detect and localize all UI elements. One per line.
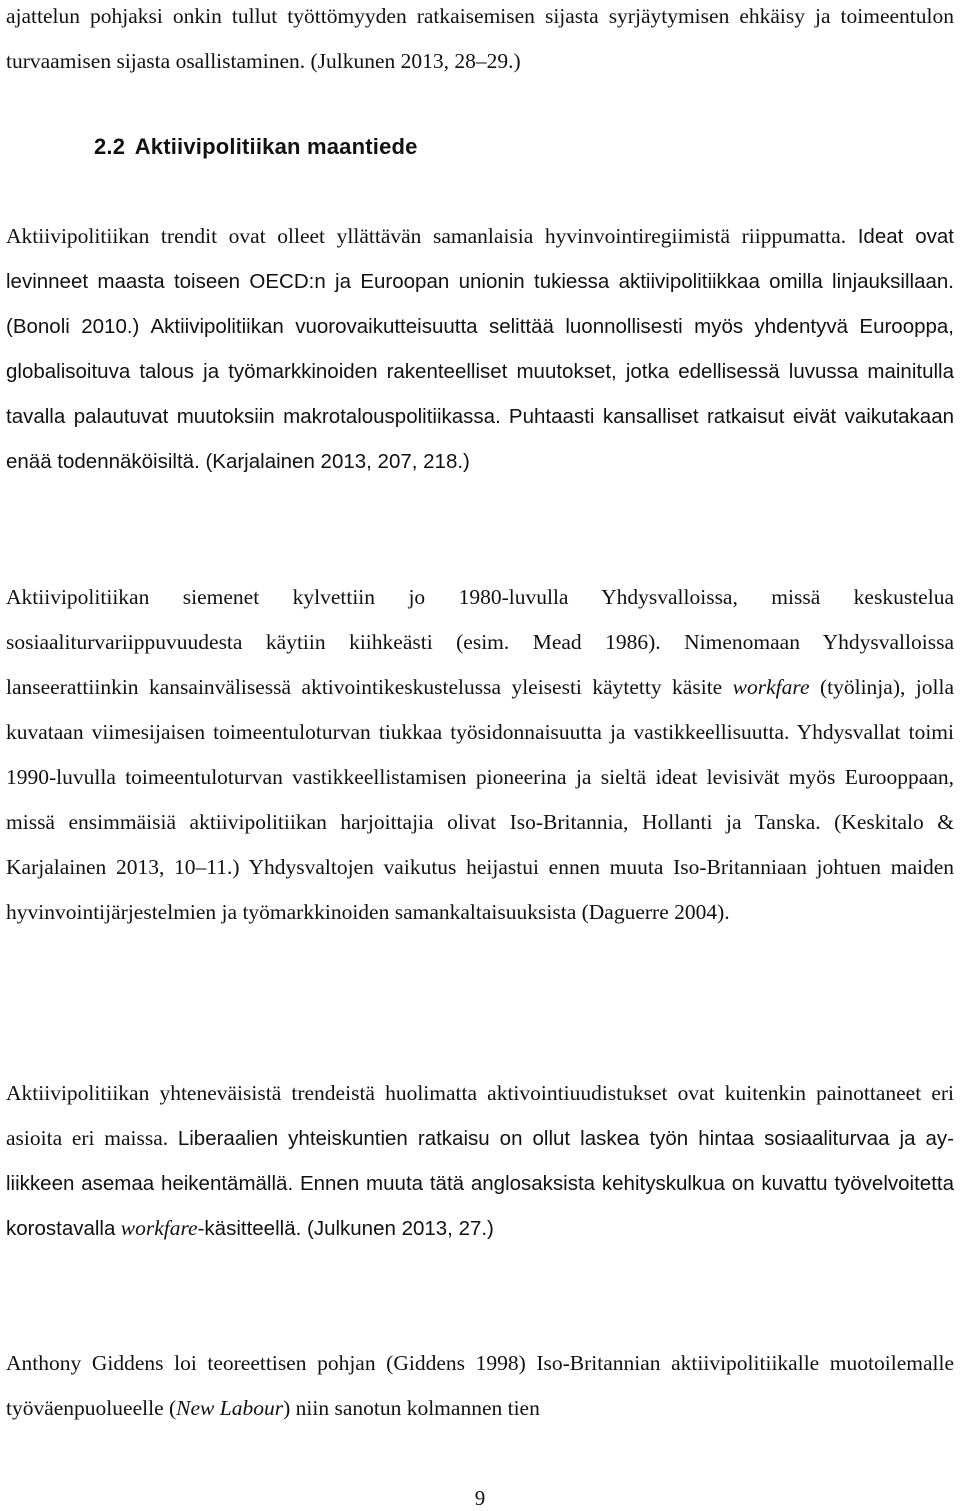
paragraph-1-sentence-3: Aktiivipolitiikan vuorovaikutteisuutta selittää luonnollisesti myös yhdentyvä Eurooppa, globalisoituva talous ja työmarkkinoiden rakenteelliset muutokset, jotka edellisessä luvussa mainitulla tavalla palautuvat muutoksiin makrotalouspolitiikassa. [6,315,955,428]
paragraph-2 [6,575,954,935]
paragraph-4-term-new-labour: New Labour [176,1396,284,1420]
intro-line-1: ajattelun pohjaksi onkin tullut työttömyyden ratkaisemisen sijasta syrjäytymisen ehkäisy ja [6,4,831,28]
page-number: 9 [474,1486,486,1510]
paragraph-1-sentence-4: Puhtaasti kansalliset ratkaisut eivät vaikutakaan enää todennäköisiltä. (Karjalainen 2013, 207, 218.) [6,405,955,473]
paragraph-4-part-b: ) niin sanotun kolmannen tien [283,1396,540,1420]
paragraph-2-part-c: Yhdysvaltojen vaikutus heijastui ennen muuta Iso-Britanniaan johtuen maiden hyvinvointijärjestelmien ja työmarkkinoiden samankaltaisuuksista (Daguerre 2004). [6,855,955,924]
paragraph-2-part-b: (työlinja), jolla kuvataan viimesijaisen toimeentuloturvan tiukkaa työsidonnaisuutta ja vastikkeellisuutta. Yhdysvallat toimi 1990-luvulla toimeentuloturvan vastikkeellistamisen pioneerina ja sieltä ideat levisivät myös Eurooppaan, missä ensimmäisiä aktiivipolitiikan harjoittajia olivat Iso-Britannia, Hollanti ja Tanska. (Keskitalo & Karjalainen 2013, 10–11.) [6,675,955,879]
paragraph-2-part-a: Aktiivipolitiikan siemenet kylvettiin jo 1980-luvulla Yhdysvalloissa, missä keskustelua sosiaaliturvariippuvuudesta käytiin kiihkeästi (esim. Mead 1986). Nimenomaan Yhdysvalloissa lanseerattiinkin kansainvälisessä aktivointikeskustelussa yleisesti käytetty käsite [6,585,954,699]
paragraph-4-part-a: Anthony Giddens loi teoreettisen pohjan (Giddens 1998) Iso-Britannian aktiivipolitiikalle muotoilemalle työväenpuolueelle ( [6,1351,954,1420]
section-heading [94,124,418,169]
paragraph-3-part-b: Liberaalien yhteiskuntien ratkaisu on ollut laskea työn hintaa sosiaaliturvaa ja ay-liikkeen asemaa heikentämällä. Ennen muuta tätä anglosaksista kehityskulkua on kuvattu työvelvoitetta korostavalla [6,1127,954,1240]
section-title: Aktiivipolitiikan maantiede [134,134,418,159]
intro-line-2: toimeentulon turvaamisen sijasta osallistaminen. (Julkunen 2013, 28–29.) [6,4,954,73]
paragraph-3-part-c: -käsitteellä. (Julkunen 2013, 27.) [197,1217,494,1240]
paragraph-1-sentence-2: Ideat ovat levinneet maasta toiseen OECD:n ja Euroopan unionin tukiessa aktiivipolitiikkaa omilla linjauksillaan. (Bonoli 2010.) [6,225,954,338]
paragraph-2-term-workfare: workfare [732,675,810,699]
paragraph-1 [6,214,954,484]
paragraph-3-part-a: Aktiivipolitiikan yhteneväisistä trendeistä huolimatta aktivointiuudistukset ovat kuitenkin painottaneet eri asioita eri maissa. [6,1081,954,1150]
paragraph-4 [6,1341,954,1431]
paragraph-3 [6,1071,954,1251]
section-number: 2.2 [94,134,126,159]
paragraph-3-term-workfare: workfare [120,1216,198,1240]
intro-paragraph [6,0,954,84]
paragraph-1-sentence-1: Aktiivipolitiikan trendit ovat olleet yllättävän samanlaisia hyvinvointiregiimistä riippumatta. [6,224,847,248]
